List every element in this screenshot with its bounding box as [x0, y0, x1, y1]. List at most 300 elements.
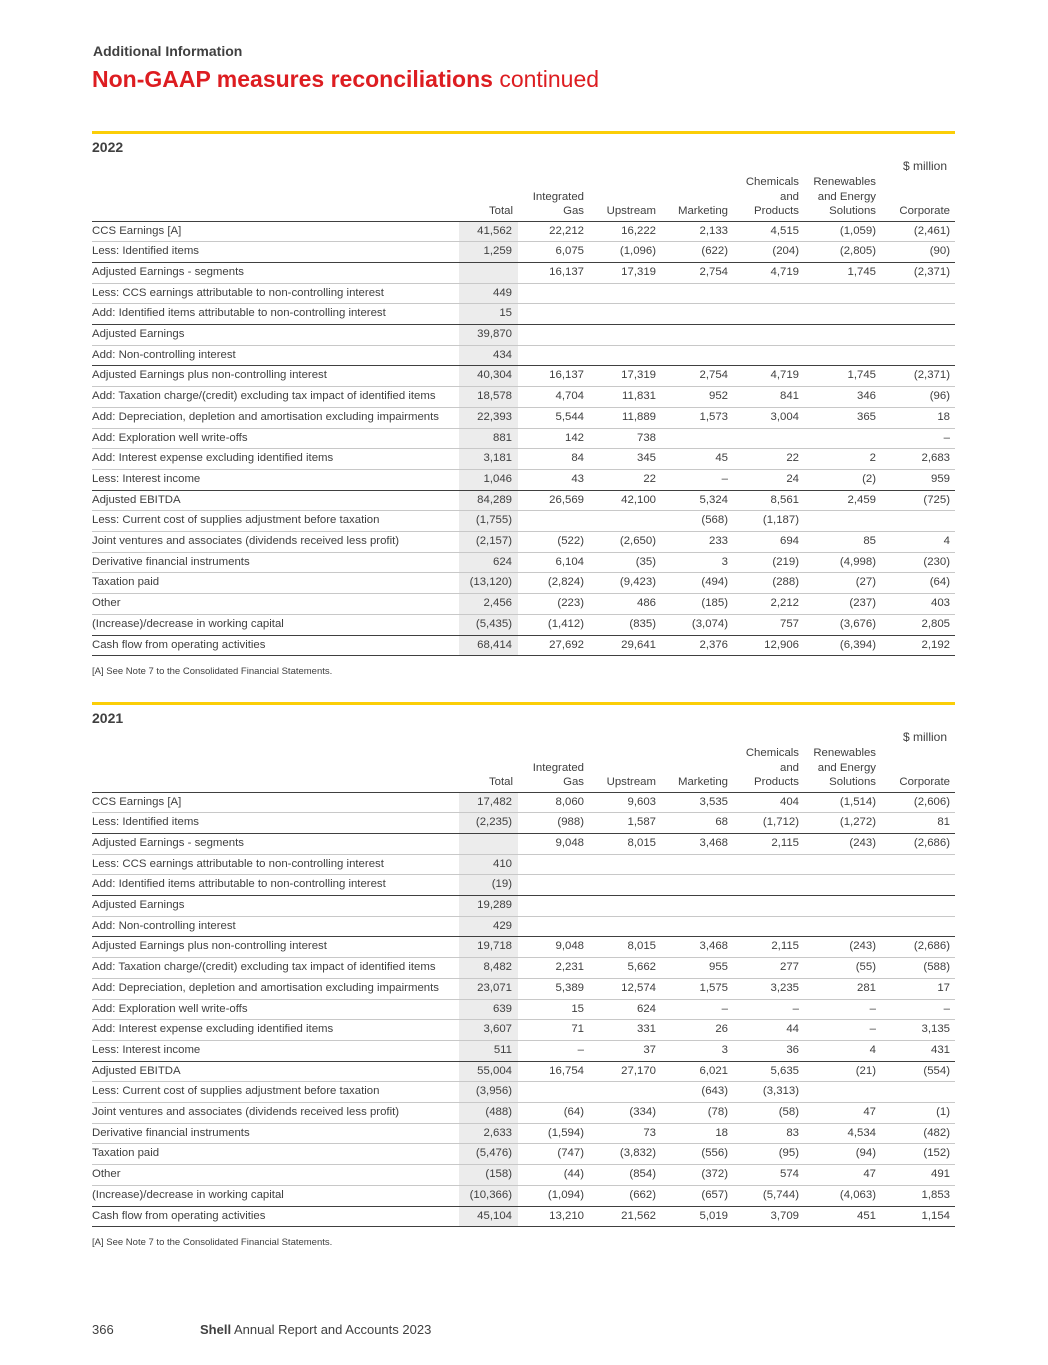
value-cell: 13,210: [518, 1206, 589, 1227]
total-cell: 39,870: [459, 325, 518, 346]
table-row: [92, 833, 955, 854]
value-cell: [804, 283, 881, 304]
column-header: [589, 746, 661, 792]
value-cell: (223): [518, 594, 589, 615]
value-cell: (230): [881, 552, 955, 573]
value-cell: 24: [733, 469, 804, 490]
value-cell: (747): [518, 1144, 589, 1165]
value-cell: [589, 283, 661, 304]
value-cell: (588): [881, 958, 955, 979]
row-label: Taxation paid: [92, 573, 459, 594]
column-header: [881, 175, 955, 221]
row-label: Less: Identified items: [92, 242, 459, 263]
value-cell: [804, 916, 881, 937]
value-cell: (494): [661, 573, 733, 594]
value-cell: [589, 854, 661, 875]
value-cell: 4,515: [733, 221, 804, 242]
value-cell: (1,272): [804, 813, 881, 834]
value-cell: 6,021: [661, 1061, 733, 1082]
total-cell: (2,235): [459, 813, 518, 834]
table-row: [92, 896, 955, 917]
value-cell: 4,704: [518, 387, 589, 408]
brand-name: Shell: [200, 1322, 232, 1337]
table-row: [92, 345, 955, 366]
column-header-line: and: [779, 761, 799, 774]
value-cell: (21): [804, 1061, 881, 1082]
value-cell: (2): [804, 469, 881, 490]
value-cell: 451: [804, 1206, 881, 1227]
value-cell: (835): [589, 614, 661, 635]
column-header-line: Integrated: [532, 761, 584, 774]
value-cell: (1,059): [804, 221, 881, 242]
row-label: Adjusted Earnings plus non-controlling interest: [92, 366, 459, 387]
total-cell: 22,393: [459, 407, 518, 428]
total-cell: (1,755): [459, 511, 518, 532]
value-cell: [733, 896, 804, 917]
value-cell: 1,853: [881, 1185, 955, 1206]
column-header: [804, 746, 881, 792]
table-footnote: [A] See Note 7 to the Consolidated Financial Statements.: [92, 666, 333, 678]
value-cell: 17: [881, 978, 955, 999]
value-cell: –: [881, 999, 955, 1020]
value-cell: (725): [881, 490, 955, 511]
table-row: [92, 854, 955, 875]
value-cell: (94): [804, 1144, 881, 1165]
value-cell: 21,562: [589, 1206, 661, 1227]
value-cell: 6,075: [518, 242, 589, 263]
value-cell: 17,319: [589, 262, 661, 283]
column-header-line: [881, 175, 950, 190]
value-cell: 8,015: [589, 833, 661, 854]
value-cell: 3,004: [733, 407, 804, 428]
value-cell: 16,137: [518, 262, 589, 283]
total-cell: 17,482: [459, 792, 518, 813]
total-cell: 18,578: [459, 387, 518, 408]
value-cell: 5,544: [518, 407, 589, 428]
value-cell: (2,650): [589, 532, 661, 553]
column-header-line: [661, 761, 728, 776]
value-cell: 233: [661, 532, 733, 553]
row-label: Add: Depreciation, depletion and amortisation excluding impairments: [92, 407, 459, 428]
value-cell: [589, 875, 661, 896]
value-cell: (1,187): [733, 511, 804, 532]
total-cell: 45,104: [459, 1206, 518, 1227]
value-cell: 15: [518, 999, 589, 1020]
table-row: [92, 875, 955, 896]
value-cell: [804, 875, 881, 896]
value-cell: 37: [589, 1040, 661, 1061]
table-row: [92, 511, 955, 532]
value-cell: [881, 1082, 955, 1103]
table-row: [92, 407, 955, 428]
value-cell: 12,574: [589, 978, 661, 999]
total-cell: (5,476): [459, 1144, 518, 1165]
value-cell: 3,709: [733, 1206, 804, 1227]
table-row: [92, 469, 955, 490]
value-cell: (2,461): [881, 221, 955, 242]
value-cell: (1): [881, 1103, 955, 1124]
value-cell: (556): [661, 1144, 733, 1165]
column-header-line: Products: [754, 205, 799, 217]
row-label: Add: Non-controlling interest: [92, 916, 459, 937]
row-label: Add: Interest expense excluding identified items: [92, 449, 459, 470]
value-cell: (237): [804, 594, 881, 615]
total-cell: 8,482: [459, 958, 518, 979]
value-cell: 757: [733, 614, 804, 635]
value-cell: –: [518, 1040, 589, 1061]
table-row: [92, 325, 955, 346]
table-row: [92, 978, 955, 999]
value-cell: [589, 1082, 661, 1103]
value-cell: [881, 325, 955, 346]
row-label: Taxation paid: [92, 1144, 459, 1165]
value-cell: (64): [518, 1103, 589, 1124]
table-row: [92, 1082, 955, 1103]
value-cell: [589, 304, 661, 325]
column-header-line: Renewables: [813, 747, 876, 759]
value-cell: 4: [804, 1040, 881, 1061]
value-cell: 27,692: [518, 635, 589, 656]
row-label: Cash flow from operating activities: [92, 635, 459, 656]
column-header-line: Solutions: [829, 776, 876, 788]
value-cell: [661, 916, 733, 937]
value-cell: (152): [881, 1144, 955, 1165]
value-cell: –: [733, 999, 804, 1020]
value-cell: (657): [661, 1185, 733, 1206]
column-header: [661, 746, 733, 792]
value-cell: 1,745: [804, 366, 881, 387]
value-cell: 5,324: [661, 490, 733, 511]
value-cell: (2,606): [881, 792, 955, 813]
value-cell: [661, 283, 733, 304]
row-label: CCS Earnings [A]: [92, 221, 459, 242]
value-cell: [804, 854, 881, 875]
value-cell: [733, 428, 804, 449]
value-cell: (1,594): [518, 1123, 589, 1144]
table-year: 2021: [92, 710, 124, 726]
value-cell: (3,074): [661, 614, 733, 635]
value-cell: 5,662: [589, 958, 661, 979]
value-cell: (1,514): [804, 792, 881, 813]
column-header-line: Marketing: [677, 205, 728, 217]
value-cell: 4,719: [733, 366, 804, 387]
value-cell: 42,100: [589, 490, 661, 511]
column-header: [661, 175, 733, 221]
column-header-line: [518, 746, 584, 761]
row-label: CCS Earnings [A]: [92, 792, 459, 813]
table-row: [92, 1103, 955, 1124]
value-cell: 486: [589, 594, 661, 615]
value-cell: 29,641: [589, 635, 661, 656]
value-cell: [733, 345, 804, 366]
value-cell: –: [881, 428, 955, 449]
value-cell: 694: [733, 532, 804, 553]
total-cell: 2,456: [459, 594, 518, 615]
value-cell: 491: [881, 1165, 955, 1186]
value-cell: [733, 875, 804, 896]
value-cell: [589, 345, 661, 366]
value-cell: 2: [804, 449, 881, 470]
row-label: Adjusted Earnings plus non-controlling interest: [92, 937, 459, 958]
table-section-2022: [92, 131, 955, 677]
value-cell: [881, 304, 955, 325]
table-body: [92, 792, 955, 1227]
value-cell: (988): [518, 813, 589, 834]
total-cell: 511: [459, 1040, 518, 1061]
value-cell: [881, 875, 955, 896]
reconciliation-table: [92, 746, 955, 1227]
value-cell: 3,235: [733, 978, 804, 999]
table-row: [92, 221, 955, 242]
value-cell: 345: [589, 449, 661, 470]
value-cell: 281: [804, 978, 881, 999]
value-cell: (35): [589, 552, 661, 573]
column-header-line: [661, 175, 728, 190]
value-cell: [518, 511, 589, 532]
value-cell: 81: [881, 813, 955, 834]
total-cell: (10,366): [459, 1185, 518, 1206]
value-cell: 47: [804, 1165, 881, 1186]
total-cell: (488): [459, 1103, 518, 1124]
row-label: Other: [92, 594, 459, 615]
value-cell: (204): [733, 242, 804, 263]
value-cell: 8,060: [518, 792, 589, 813]
value-cell: (185): [661, 594, 733, 615]
value-cell: (522): [518, 532, 589, 553]
table-row: [92, 635, 955, 656]
value-cell: 71: [518, 1020, 589, 1041]
value-cell: (5,744): [733, 1185, 804, 1206]
total-cell: (3,956): [459, 1082, 518, 1103]
total-cell: 1,259: [459, 242, 518, 263]
value-cell: 3,468: [661, 833, 733, 854]
total-cell: (5,435): [459, 614, 518, 635]
value-cell: 277: [733, 958, 804, 979]
value-cell: (95): [733, 1144, 804, 1165]
table-row: [92, 449, 955, 470]
value-cell: (334): [589, 1103, 661, 1124]
row-label: Add: Identified items attributable to non-controlling interest: [92, 304, 459, 325]
value-cell: 1,745: [804, 262, 881, 283]
value-cell: 83: [733, 1123, 804, 1144]
row-label: Adjusted EBITDA: [92, 1061, 459, 1082]
column-header-line: [589, 190, 656, 205]
value-cell: [881, 896, 955, 917]
column-header-line: Corporate: [899, 776, 950, 788]
value-cell: [881, 345, 955, 366]
column-header: [881, 746, 955, 792]
reconciliation-table: [92, 175, 955, 656]
column-header-line: Products: [754, 776, 799, 788]
value-cell: 3: [661, 1040, 733, 1061]
value-cell: (55): [804, 958, 881, 979]
column-header: [733, 746, 804, 792]
column-header-line: Upstream: [606, 776, 656, 788]
value-cell: 2,212: [733, 594, 804, 615]
table-row: [92, 304, 955, 325]
value-cell: 16,754: [518, 1061, 589, 1082]
total-cell: 40,304: [459, 366, 518, 387]
value-cell: 11,889: [589, 407, 661, 428]
value-cell: [881, 283, 955, 304]
total-cell: 41,562: [459, 221, 518, 242]
value-cell: 12,906: [733, 635, 804, 656]
value-cell: [733, 854, 804, 875]
column-header-line: Corporate: [899, 205, 950, 217]
value-cell: 9,603: [589, 792, 661, 813]
column-header-line: Total: [488, 776, 513, 788]
value-cell: 8,561: [733, 490, 804, 511]
value-cell: 5,389: [518, 978, 589, 999]
value-cell: 2,231: [518, 958, 589, 979]
table-row: [92, 937, 955, 958]
value-cell: 2,115: [733, 833, 804, 854]
column-header: [459, 175, 518, 221]
table-row: [92, 999, 955, 1020]
value-cell: 22: [733, 449, 804, 470]
total-cell: 1,046: [459, 469, 518, 490]
value-cell: 4: [881, 532, 955, 553]
value-cell: [661, 854, 733, 875]
value-cell: (3,313): [733, 1082, 804, 1103]
page-title: [92, 64, 599, 94]
value-cell: 346: [804, 387, 881, 408]
value-cell: 2,115: [733, 937, 804, 958]
value-cell: 22: [589, 469, 661, 490]
row-label: Add: Exploration well write-offs: [92, 428, 459, 449]
column-header: [518, 746, 589, 792]
value-cell: [881, 916, 955, 937]
value-cell: 47: [804, 1103, 881, 1124]
value-cell: 27,170: [589, 1061, 661, 1082]
column-header: [589, 175, 661, 221]
page-number: 366: [92, 1322, 114, 1337]
value-cell: (96): [881, 387, 955, 408]
value-cell: 403: [881, 594, 955, 615]
value-cell: 73: [589, 1123, 661, 1144]
value-cell: [589, 916, 661, 937]
column-header-line: [459, 746, 513, 761]
value-cell: (44): [518, 1165, 589, 1186]
column-header-line: Chemicals: [745, 176, 799, 188]
column-header-line: [661, 190, 728, 205]
table-unit: $ million: [902, 730, 947, 744]
value-cell: 3: [661, 552, 733, 573]
value-cell: (2,805): [804, 242, 881, 263]
section-label: Additional Information: [93, 43, 243, 59]
table-row: [92, 573, 955, 594]
publication-title: Annual Report and Accounts 2023: [233, 1322, 432, 1337]
total-cell: 15: [459, 304, 518, 325]
value-cell: 6,104: [518, 552, 589, 573]
row-label: Derivative financial instruments: [92, 552, 459, 573]
value-cell: [661, 896, 733, 917]
row-label: Adjusted Earnings - segments: [92, 833, 459, 854]
table-row: [92, 813, 955, 834]
total-cell: 68,414: [459, 635, 518, 656]
column-header-line: and Energy: [817, 190, 876, 203]
value-cell: 2,805: [881, 614, 955, 635]
row-label: Other: [92, 1165, 459, 1186]
value-cell: [804, 1082, 881, 1103]
value-cell: [518, 325, 589, 346]
column-header-line: Total: [488, 205, 513, 217]
column-header-line: Chemicals: [745, 747, 799, 759]
value-cell: 17,319: [589, 366, 661, 387]
value-cell: (2,371): [881, 262, 955, 283]
page-footer: [92, 1322, 431, 1337]
value-cell: (372): [661, 1165, 733, 1186]
value-cell: 1,575: [661, 978, 733, 999]
column-header-line: [661, 746, 728, 761]
table-row: [92, 1020, 955, 1041]
table-row: [92, 1061, 955, 1082]
value-cell: 738: [589, 428, 661, 449]
value-cell: [881, 511, 955, 532]
value-cell: [733, 916, 804, 937]
value-cell: 431: [881, 1040, 955, 1061]
row-label: Add: Exploration well write-offs: [92, 999, 459, 1020]
value-cell: 2,376: [661, 635, 733, 656]
value-cell: [518, 896, 589, 917]
value-cell: 26: [661, 1020, 733, 1041]
column-header-line: and: [779, 190, 799, 203]
value-cell: [518, 1082, 589, 1103]
total-cell: (13,120): [459, 573, 518, 594]
total-cell: [459, 833, 518, 854]
value-cell: (6,394): [804, 635, 881, 656]
row-label: Add: Interest expense excluding identified items: [92, 1020, 459, 1041]
value-cell: –: [804, 999, 881, 1020]
column-header-line: Marketing: [677, 776, 728, 788]
value-cell: (2,686): [881, 833, 955, 854]
table-row: [92, 614, 955, 635]
total-cell: 2,633: [459, 1123, 518, 1144]
value-cell: 2,683: [881, 449, 955, 470]
row-label: Add: Identified items attributable to non-controlling interest: [92, 875, 459, 896]
value-cell: (243): [804, 833, 881, 854]
row-label: Less: Interest income: [92, 469, 459, 490]
row-label: Adjusted Earnings - segments: [92, 262, 459, 283]
table-section-2021: [92, 702, 955, 1248]
table-row: [92, 1123, 955, 1144]
value-cell: (288): [733, 573, 804, 594]
row-label: Adjusted Earnings: [92, 325, 459, 346]
value-cell: (3,676): [804, 614, 881, 635]
value-cell: (622): [661, 242, 733, 263]
row-label: Joint ventures and associates (dividends received less profit): [92, 532, 459, 553]
value-cell: [804, 511, 881, 532]
value-cell: [518, 283, 589, 304]
value-cell: (2,371): [881, 366, 955, 387]
column-header-line: and Energy: [817, 761, 876, 774]
value-cell: (2,824): [518, 573, 589, 594]
value-cell: 959: [881, 469, 955, 490]
value-cell: (482): [881, 1123, 955, 1144]
value-cell: 952: [661, 387, 733, 408]
column-header-line: [459, 761, 513, 776]
value-cell: 1,573: [661, 407, 733, 428]
value-cell: (4,998): [804, 552, 881, 573]
table-body: [92, 221, 955, 656]
value-cell: (64): [881, 573, 955, 594]
column-header-line: Gas: [563, 776, 584, 788]
value-cell: 84: [518, 449, 589, 470]
value-cell: (4,063): [804, 1185, 881, 1206]
value-cell: (662): [589, 1185, 661, 1206]
row-label: Derivative financial instruments: [92, 1123, 459, 1144]
table-row: [92, 428, 955, 449]
